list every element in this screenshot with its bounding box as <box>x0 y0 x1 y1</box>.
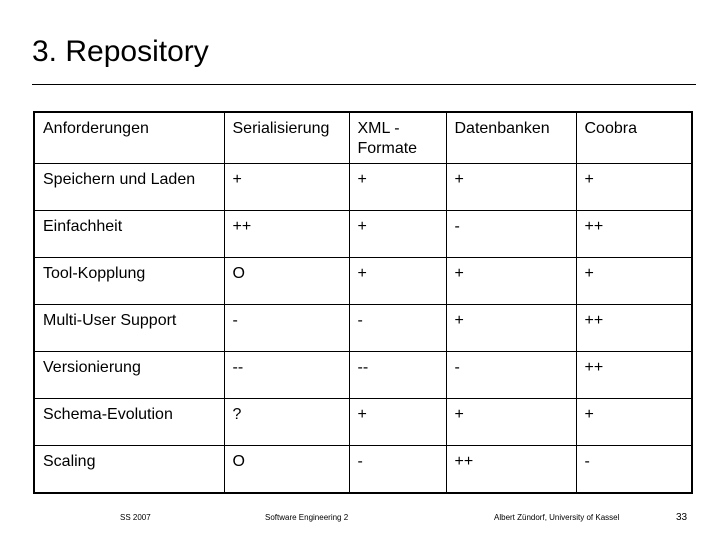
header-cell: Serialisierung <box>224 112 349 164</box>
table-cell: -- <box>224 352 349 399</box>
table-cell: ++ <box>576 211 692 258</box>
table-cell: + <box>446 399 576 446</box>
header-cell: Coobra <box>576 112 692 164</box>
row-label: Tool-Kopplung <box>34 258 224 305</box>
table-row <box>34 258 692 305</box>
footer-course: Software Engineering 2 <box>265 513 349 522</box>
table-cell: + <box>349 211 446 258</box>
table-cell: - <box>224 305 349 352</box>
table-row <box>34 352 692 399</box>
footer-author: Albert Zündorf, University of Kassel <box>494 513 620 522</box>
table-cell: ++ <box>224 211 349 258</box>
table-cell: - <box>349 446 446 494</box>
table-row <box>34 446 692 494</box>
table-row <box>34 399 692 446</box>
table-cell: + <box>349 399 446 446</box>
table-cell: + <box>576 164 692 211</box>
table-cell: + <box>349 258 446 305</box>
comparison-table <box>33 111 693 494</box>
header-cell: XML - Formate <box>349 112 446 164</box>
table-cell: ++ <box>446 446 576 494</box>
table-cell: O <box>224 258 349 305</box>
table-row <box>34 164 692 211</box>
row-label: Scaling <box>34 446 224 494</box>
table-cell: ? <box>224 399 349 446</box>
header-cell: Datenbanken <box>446 112 576 164</box>
table-cell: - <box>446 211 576 258</box>
table-cell: + <box>446 164 576 211</box>
table-cell: + <box>349 164 446 211</box>
table-cell: - <box>576 446 692 494</box>
table-header-row <box>34 112 692 164</box>
row-label: Einfachheit <box>34 211 224 258</box>
table-row <box>34 305 692 352</box>
row-label: Multi-User Support <box>34 305 224 352</box>
table-cell: ++ <box>576 352 692 399</box>
table-cell: + <box>446 258 576 305</box>
table-cell: + <box>576 399 692 446</box>
header-cell: Anforderungen <box>34 112 224 164</box>
table-cell: + <box>224 164 349 211</box>
table-cell: ++ <box>576 305 692 352</box>
row-label: Speichern und Laden <box>34 164 224 211</box>
table-cell: + <box>576 258 692 305</box>
table-cell: -- <box>349 352 446 399</box>
title-divider <box>32 84 696 85</box>
slide-title: 3. Repository <box>32 35 209 68</box>
row-label: Schema-Evolution <box>34 399 224 446</box>
table-cell: - <box>446 352 576 399</box>
footer-semester: SS 2007 <box>120 513 151 522</box>
table-cell: + <box>446 305 576 352</box>
page-number: 33 <box>676 512 688 523</box>
table-cell: O <box>224 446 349 494</box>
table-cell: - <box>349 305 446 352</box>
table-row <box>34 211 692 258</box>
row-label: Versionierung <box>34 352 224 399</box>
